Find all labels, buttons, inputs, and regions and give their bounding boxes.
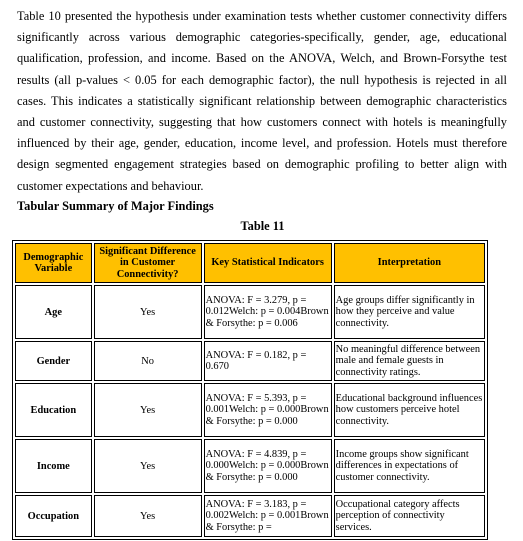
interpretation-cell: No meaningful difference between male and female guests in connectivity ratings.	[334, 341, 485, 381]
significance-cell: Yes	[94, 285, 202, 339]
interpretation-cell: Age groups differ significantly in how they perceive and value connectivity.	[334, 285, 485, 339]
interpretation-cell: Educational background influences how customers perceive hotel connectivity.	[334, 383, 485, 437]
significance-cell: Yes	[94, 495, 202, 537]
table-row	[15, 439, 485, 493]
stats-cell: ANOVA: F = 3.183, p = 0.002Welch: p = 0.001Brown & Forsythe: p =	[204, 495, 332, 537]
table-row	[15, 383, 485, 437]
findings-table	[12, 240, 488, 540]
variable-cell: Income	[15, 439, 92, 493]
variable-cell: Occupation	[15, 495, 92, 537]
column-header: Key Statistical Indicators	[204, 243, 332, 283]
interpretation-cell: Occupational category affects perception of connectivity services.	[334, 495, 485, 537]
column-header: Interpretation	[334, 243, 485, 283]
table-row	[15, 341, 485, 381]
table-caption: Table 11	[240, 219, 285, 233]
body-paragraph: Table 10 presented the hypothesis under examination tests whether customer connectivity differs significantly across various demographic categories-specifically, gender, age, educational qualification, profession, and income. Based on the ANOVA, Welch, and Brown-Forsythe test results (all p-values < 0.05 for each demographic factor), the null hypothesis is rejected in all cases. This indicates a statistically significant relationship between demographic characteristics and customer connectivity, suggesting that how customers connect with hotels is meaningfully influenced by their age, gender, education, income level, and profession. Hotels must therefore design segmented engagement strategies based on demographic profiling to better align with customer expectations and behaviour.	[17, 9, 507, 193]
stats-cell: ANOVA: F = 4.839, p = 0.000Welch: p = 0.000Brown & Forsythe: p = 0.000	[204, 439, 332, 493]
table-row	[15, 495, 485, 537]
column-header: Significant Difference in Customer Connectivity?	[94, 243, 202, 283]
table-row	[15, 285, 485, 339]
variable-cell: Age	[15, 285, 92, 339]
variable-cell: Gender	[15, 341, 92, 381]
significance-cell: Yes	[94, 383, 202, 437]
variable-cell: Education	[15, 383, 92, 437]
section-heading: Tabular Summary of Major Findings	[17, 199, 214, 213]
significance-cell: No	[94, 341, 202, 381]
stats-cell: ANOVA: F = 3.279, p = 0.012Welch: p = 0.004Brown & Forsythe: p = 0.006	[204, 285, 332, 339]
table-header-row	[15, 243, 485, 283]
column-header: Demographic Variable	[15, 243, 92, 283]
stats-cell: ANOVA: F = 0.182, p = 0.670	[204, 341, 332, 381]
significance-cell: Yes	[94, 439, 202, 493]
interpretation-cell: Income groups show significant differences in expectations of customer connectivity.	[334, 439, 485, 493]
stats-cell: ANOVA: F = 5.393, p = 0.001Welch: p = 0.000Brown & Forsythe: p = 0.000	[204, 383, 332, 437]
